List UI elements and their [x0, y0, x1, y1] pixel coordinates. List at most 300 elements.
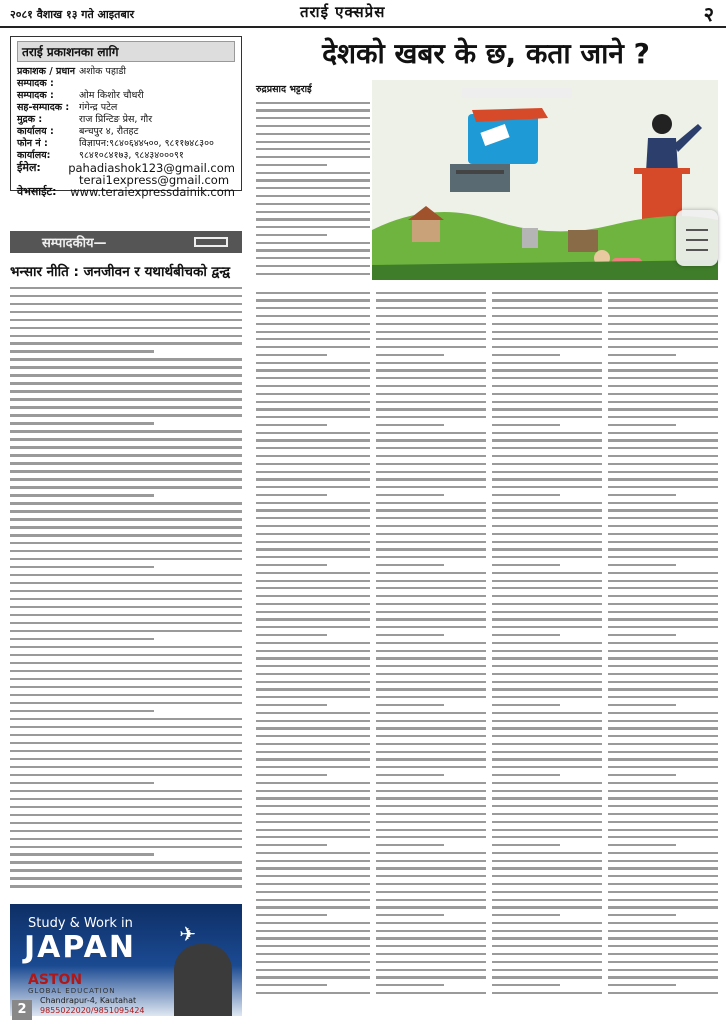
- text-line: [492, 961, 602, 963]
- text-line: [256, 471, 370, 473]
- text-line: [376, 930, 486, 932]
- text-line: [608, 354, 676, 356]
- text-line: [492, 642, 602, 644]
- text-line: [376, 712, 486, 714]
- text-line: [492, 533, 602, 535]
- text-line: [376, 642, 486, 644]
- text-line: [376, 758, 486, 760]
- text-line: [492, 930, 602, 932]
- text-line: [256, 416, 370, 418]
- text-line: [608, 813, 718, 815]
- text-line: [492, 463, 602, 465]
- text-line: [256, 961, 370, 963]
- text-line: [256, 688, 370, 690]
- text-line: [256, 743, 370, 745]
- text-line: [608, 727, 718, 729]
- article-byline: रुद्रप्रसाद भट्टराई: [256, 84, 312, 95]
- text-line: [608, 393, 718, 395]
- editorial-banner: [10, 231, 242, 253]
- text-line: [10, 614, 242, 616]
- text-line: [608, 821, 718, 823]
- imprint-row: कार्यालय: ९८४१०८४१७३, ९८४३४०००९१: [17, 150, 184, 161]
- article-illustration: [372, 80, 718, 280]
- text-line: [376, 743, 486, 745]
- text-line: [608, 385, 718, 387]
- text-line: [256, 502, 370, 504]
- text-line: [256, 914, 327, 916]
- text-line: [608, 432, 718, 434]
- imprint-row: वेभसाईट: www.teraiexpressdainik.com: [17, 185, 235, 199]
- text-line: [608, 867, 718, 869]
- text-line: [492, 509, 602, 511]
- text-line: [492, 424, 560, 426]
- text-line: [376, 424, 444, 426]
- text-line: [256, 797, 370, 799]
- text-line: [10, 670, 242, 672]
- text-line: [376, 945, 486, 947]
- left-column: [10, 36, 242, 920]
- text-line: [256, 704, 327, 706]
- text-line: [256, 774, 327, 776]
- text-line: [492, 766, 602, 768]
- pen-icon: [194, 237, 228, 247]
- text-line: [608, 517, 718, 519]
- ad-address: Chandrapur-4, Kautahat: [40, 996, 137, 1005]
- text-line: [608, 299, 718, 301]
- text-line: [256, 338, 370, 340]
- text-line: [10, 662, 242, 664]
- text-line: [256, 891, 370, 893]
- text-line: [376, 626, 486, 628]
- text-line: [256, 829, 370, 831]
- text-line: [256, 148, 370, 150]
- text-line: [256, 899, 370, 901]
- text-line: [256, 642, 370, 644]
- text-line: [376, 556, 486, 558]
- text-line: [256, 102, 370, 104]
- text-line: [608, 688, 718, 690]
- text-line: [376, 494, 444, 496]
- text-line: [492, 758, 602, 760]
- text-line: [10, 486, 242, 488]
- text-line: [256, 346, 370, 348]
- text-line: [256, 782, 370, 784]
- text-line: [256, 299, 370, 301]
- text-line: [608, 906, 718, 908]
- text-line: [492, 906, 602, 908]
- text-line: [256, 906, 370, 908]
- text-line: [608, 572, 718, 574]
- text-line: [256, 751, 370, 753]
- text-line: [608, 766, 718, 768]
- text-line: [376, 587, 486, 589]
- text-line: [10, 726, 242, 728]
- text-line: [608, 463, 718, 465]
- text-line: [608, 782, 718, 784]
- text-line: [492, 969, 602, 971]
- text-line: [376, 502, 486, 504]
- text-line: [492, 634, 560, 636]
- text-line: [376, 860, 486, 862]
- text-line: [608, 580, 718, 582]
- text-line: [376, 813, 486, 815]
- text-line: [10, 734, 242, 736]
- text-line: [492, 867, 602, 869]
- text-line: [376, 797, 486, 799]
- text-line: [256, 211, 370, 213]
- text-line: [376, 906, 486, 908]
- text-line: [608, 564, 676, 566]
- text-line: [256, 852, 370, 854]
- text-line: [608, 992, 718, 994]
- text-line: [492, 860, 602, 862]
- text-line: [376, 829, 486, 831]
- ad-line1: Study & Work in: [28, 916, 133, 931]
- text-line: [376, 299, 486, 301]
- text-line: [608, 673, 718, 675]
- text-line: [492, 307, 602, 309]
- text-line: [608, 307, 718, 309]
- text-line: [256, 393, 370, 395]
- text-line: [256, 735, 370, 737]
- text-line: [10, 550, 242, 552]
- imprint-row: मुद्रक : राज प्रिन्टिङ प्रेस, गौर: [17, 114, 153, 125]
- text-line: [492, 899, 602, 901]
- student-photo: [174, 944, 232, 1016]
- text-line: [256, 478, 370, 480]
- text-line: [492, 805, 602, 807]
- text-line: [10, 830, 242, 832]
- text-line: [256, 424, 327, 426]
- text-line: [608, 471, 718, 473]
- text-line: [376, 821, 486, 823]
- text-line: [256, 572, 370, 574]
- text-line: [492, 315, 602, 317]
- text-line: [256, 125, 370, 127]
- text-line: [256, 133, 370, 135]
- text-line: [256, 673, 370, 675]
- imprint-row: सम्पादक : ओम किशोर चौधरी: [17, 90, 144, 101]
- article-column-3: [492, 286, 602, 1000]
- text-line: [608, 860, 718, 862]
- text-line: [492, 844, 560, 846]
- text-line: [10, 846, 242, 848]
- text-line: [256, 860, 370, 862]
- text-line: [492, 408, 602, 410]
- text-line: [492, 782, 602, 784]
- text-line: [608, 478, 718, 480]
- text-line: [376, 735, 486, 737]
- text-line: [608, 486, 718, 488]
- text-line: [608, 331, 718, 333]
- text-line: [376, 331, 486, 333]
- text-line: [376, 478, 486, 480]
- text-line: [492, 618, 602, 620]
- text-line: [376, 790, 486, 792]
- text-line: [256, 618, 370, 620]
- text-line: [608, 611, 718, 613]
- text-line: [256, 179, 370, 181]
- text-line: [256, 141, 370, 143]
- article-headline: देशको खबर के छ, कता जाने ?: [322, 37, 650, 70]
- text-line: [492, 774, 560, 776]
- text-line: [376, 346, 486, 348]
- text-line: [608, 502, 718, 504]
- text-line: [376, 377, 486, 379]
- imprint-row: फोन नं : विज्ञापन:९८४०६४४५००, ९८११७४८३००: [17, 138, 215, 149]
- page-number: २: [703, 2, 714, 26]
- advertisement[interactable]: [10, 904, 242, 1016]
- text-line: [608, 346, 718, 348]
- text-line: [10, 742, 242, 744]
- text-line: [492, 486, 602, 488]
- airplane-icon: ✈: [179, 922, 196, 946]
- text-line: [376, 704, 444, 706]
- text-line: [256, 945, 370, 947]
- text-line: [492, 790, 602, 792]
- text-line: [256, 556, 370, 558]
- text-line: [608, 362, 718, 364]
- text-line: [10, 542, 242, 544]
- text-line: [492, 937, 602, 939]
- text-line: [10, 358, 242, 360]
- text-line: [10, 646, 242, 648]
- hamburger-menu-icon[interactable]: [676, 210, 718, 266]
- text-line: [492, 688, 602, 690]
- text-line: [608, 634, 676, 636]
- text-line: [608, 455, 718, 457]
- text-line: [608, 720, 718, 722]
- text-line: [376, 517, 486, 519]
- text-line: [376, 720, 486, 722]
- text-line: [256, 187, 370, 189]
- text-line: [256, 821, 370, 823]
- text-line: [376, 766, 486, 768]
- text-line: [10, 526, 242, 528]
- text-line: [376, 315, 486, 317]
- text-line: [608, 401, 718, 403]
- text-line: [492, 626, 602, 628]
- text-line: [492, 439, 602, 441]
- text-line: [256, 455, 370, 457]
- text-line: [608, 797, 718, 799]
- text-line: [256, 758, 370, 760]
- text-line: [608, 758, 718, 760]
- text-line: [376, 611, 486, 613]
- text-line: [492, 377, 602, 379]
- text-line: [376, 369, 486, 371]
- text-line: [376, 385, 486, 387]
- text-line: [608, 899, 718, 901]
- text-line: [492, 976, 602, 978]
- page-corner-number: 2: [12, 1000, 32, 1020]
- text-line: [492, 922, 602, 924]
- text-line: [10, 606, 242, 608]
- text-line: [256, 665, 370, 667]
- issue-date: २०८१ वैशाख १३ गते आइतबार: [10, 8, 135, 21]
- text-line: [10, 430, 242, 432]
- text-line: [492, 891, 602, 893]
- text-line: [376, 891, 486, 893]
- text-line: [256, 937, 370, 939]
- text-line: [10, 566, 154, 568]
- article-column-1: [256, 96, 370, 281]
- text-line: [256, 626, 370, 628]
- text-line: [376, 774, 444, 776]
- text-line: [608, 369, 718, 371]
- imprint-row: terai1express@gmail.com: [79, 173, 230, 187]
- text-line: [256, 369, 370, 371]
- text-line: [376, 852, 486, 854]
- text-line: [608, 790, 718, 792]
- text-line: [10, 877, 242, 879]
- text-line: [256, 922, 370, 924]
- text-line: [492, 556, 602, 558]
- text-line: [256, 203, 370, 205]
- text-line: [10, 382, 242, 384]
- editorial-label: सम्पादकीय—: [42, 236, 107, 251]
- text-line: [492, 447, 602, 449]
- text-line: [492, 338, 602, 340]
- text-line: [492, 416, 602, 418]
- text-line: [376, 463, 486, 465]
- text-line: [376, 432, 486, 434]
- text-line: [492, 984, 560, 986]
- text-line: [256, 976, 370, 978]
- text-line: [376, 937, 486, 939]
- text-line: [10, 438, 242, 440]
- text-line: [10, 702, 242, 704]
- text-line: [376, 969, 486, 971]
- text-line: [10, 390, 242, 392]
- text-line: [376, 961, 486, 963]
- text-line: [10, 470, 242, 472]
- text-line: [256, 447, 370, 449]
- text-line: [608, 509, 718, 511]
- text-line: [256, 362, 370, 364]
- text-line: [608, 922, 718, 924]
- text-line: [492, 813, 602, 815]
- article-column-4: [608, 286, 718, 1000]
- text-line: [492, 797, 602, 799]
- text-line: [608, 626, 718, 628]
- text-line: [256, 315, 370, 317]
- text-line: [10, 494, 154, 496]
- text-line: [376, 486, 486, 488]
- text-line: [10, 622, 242, 624]
- text-line: [608, 945, 718, 947]
- ad-brand: ASTON: [28, 972, 83, 988]
- text-line: [608, 525, 718, 527]
- text-line: [376, 533, 486, 535]
- text-line: [10, 342, 242, 344]
- text-line: [376, 509, 486, 511]
- imprint-title: तराई प्रकाशनका लागि: [17, 41, 235, 62]
- text-line: [256, 844, 327, 846]
- text-line: [376, 634, 444, 636]
- text-line: [256, 164, 327, 166]
- text-line: [10, 678, 242, 680]
- text-line: [10, 398, 242, 400]
- text-line: [10, 366, 242, 368]
- text-line: [376, 603, 486, 605]
- text-line: [376, 447, 486, 449]
- text-line: [492, 836, 602, 838]
- text-line: [256, 408, 370, 410]
- text-line: [376, 665, 486, 667]
- text-line: [492, 727, 602, 729]
- text-line: [492, 548, 602, 550]
- text-line: [608, 743, 718, 745]
- text-line: [10, 590, 242, 592]
- text-line: [608, 548, 718, 550]
- text-line: [608, 416, 718, 418]
- text-line: [376, 681, 486, 683]
- text-line: [376, 984, 444, 986]
- text-line: [608, 805, 718, 807]
- text-line: [256, 385, 370, 387]
- text-line: [492, 821, 602, 823]
- text-line: [10, 798, 242, 800]
- text-line: [376, 354, 444, 356]
- text-line: [10, 885, 242, 887]
- text-line: [608, 961, 718, 963]
- text-line: [608, 704, 676, 706]
- text-line: [376, 580, 486, 582]
- text-line: [376, 292, 486, 294]
- text-line: [492, 323, 602, 325]
- paper-name: तराई एक्सप्रेस: [300, 3, 386, 21]
- text-line: [10, 838, 242, 840]
- text-line: [256, 805, 370, 807]
- text-line: [376, 650, 486, 652]
- text-line: [376, 899, 486, 901]
- text-line: [376, 525, 486, 527]
- text-line: [608, 774, 676, 776]
- text-line: [376, 408, 486, 410]
- text-line: [10, 558, 242, 560]
- text-line: [492, 455, 602, 457]
- text-line: [376, 471, 486, 473]
- text-line: [256, 953, 370, 955]
- text-line: [10, 822, 242, 824]
- text-line: [608, 424, 676, 426]
- text-line: [256, 292, 370, 294]
- text-line: [376, 992, 486, 994]
- text-line: [256, 234, 327, 236]
- text-line: [492, 471, 602, 473]
- text-line: [492, 292, 602, 294]
- text-line: [376, 618, 486, 620]
- text-line: [256, 486, 370, 488]
- text-line: [608, 914, 676, 916]
- text-line: [256, 265, 370, 267]
- text-line: [608, 976, 718, 978]
- text-line: [256, 218, 370, 220]
- text-line: [492, 735, 602, 737]
- text-line: [256, 307, 370, 309]
- text-line: [256, 331, 370, 333]
- text-line: [608, 292, 718, 294]
- text-line: [376, 953, 486, 955]
- text-line: [608, 953, 718, 955]
- text-line: [608, 735, 718, 737]
- text-line: [608, 377, 718, 379]
- text-line: [256, 257, 370, 259]
- text-line: [10, 422, 154, 424]
- text-line: [492, 992, 602, 994]
- text-line: [10, 478, 242, 480]
